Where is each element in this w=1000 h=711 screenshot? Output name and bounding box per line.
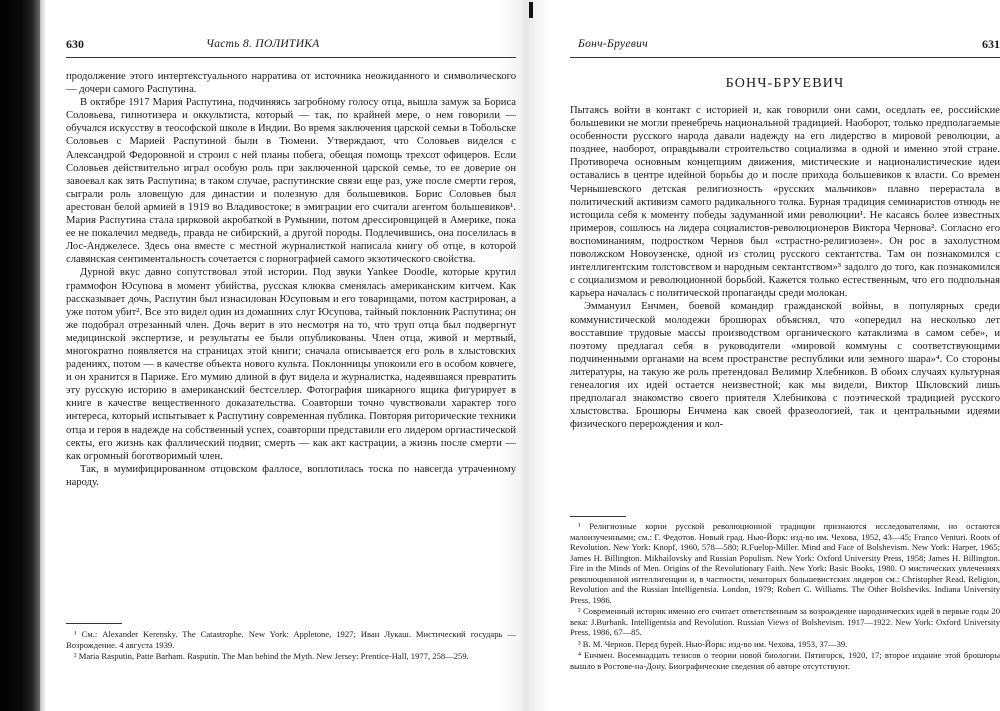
scan-dark-edge <box>0 0 40 711</box>
scan-edge-shadow <box>40 0 46 711</box>
gutter-mark <box>529 2 533 18</box>
footnote: ² Maria Rasputin, Patte Barham. Rasputin. The Man behind the Myth. New Jersey: Prentice-Hall, 1977, 258—259. <box>74 651 469 661</box>
right-page <box>570 0 1000 711</box>
left-running-head <box>66 38 516 54</box>
right-running-title: Бонч-Бруевич <box>578 38 648 50</box>
left-body-text <box>66 70 516 489</box>
left-header-rule <box>66 57 516 58</box>
right-running-head <box>570 38 1000 54</box>
left-footnote-rule <box>66 623 122 624</box>
left-paragraph: Так, в мумифицированном отцовском фаллосе, воплотилась тоска по навсегда утраченному народу. <box>66 463 516 488</box>
left-running-title: Часть 8. ПОЛИТИКА <box>206 38 320 50</box>
left-page-number: 630 <box>66 37 84 51</box>
footnote: ¹ См.: Alexander Kerensky. The Catastrophe. New York: Appletone, 1927; Иван Лукаш. Мистический государь — Возрождение. 4 августа 1939. <box>66 629 516 650</box>
footnote: ¹ Религиозные корни русской революционной традиции признаются исследователями, но остаются малоизученными; см.: Г. Федотов. Новый град. Нью-Йорк: изд-во им. Чехова, 1952, 43—45; Franco Venturi. Roots of Revolution. New York: Knopf, 1960, 578—580; R.Fuelop-Miller. Mind and Face of Bolshevism. New York: Harper, 1965; James H. Billington. Mikhailovsky and Russian Populism. New York: Oxford University Press, 1958; James H. Billington. Fire in the Minds of Men. Origins of the Revolutionary Faith. New York: Basic Books, 1980. О мистических увлечениях революционной интеллигенции и, в частности, некоторых большевистских лидеров см.: Christopher Read. Religion, Revolution and the Russian Intelligentsia. London, 1979; Robert C. Williams. The Other Bolsheviks. Indiana University Press, 1986. <box>570 521 1000 605</box>
right-footnote-rule <box>570 516 626 517</box>
left-paragraph: продолжение этого интертекстуального нарратива от источника неожиданного и символического — дочери самого Распутина. <box>66 71 516 96</box>
left-footnotes <box>66 629 516 663</box>
right-footnotes <box>570 521 1000 672</box>
right-paragraph: Эммануил Енчмен, боевой командир гражданской войны, в популярных среди коммунистической молодежи брошюрах объяснял, что «опередил на несколько лет восставшие трудовые массы производством органического катаклизма в самом себе», и поэтому предлагал себя в руководители «мировой коммуны с соответствующими подчиненными органами на всем пространстве республики или земного шара»⁴. Со стороны литературы, на такую же роль претендовал Велимир Хлебников. В обоих случаях культурная генеалогия их идей остается неизвестной; как мы видели, Виктор Шкловский лишь предполагал знакомство своего приятеля Хлебникова с поэтической традицией русского хлыстовства. Брошюры Енчмена как своей фразеологией, так и центральными идеями физического перерождения и кол- <box>570 301 1000 431</box>
footnote: ³ В. М. Чернов. Перед бурей. Нью-Йорк: изд-во им. Чехова, 1953, 37—39. <box>578 638 848 649</box>
left-paragraph: В октябре 1917 Мария Распутина, подчиняясь загробному голосу отца, вышла замуж за Бориса Соловьева, гипнотизера и оккультиста, который — так, по крайней мере, о нем говорили — обучался искусству в теософской школе в Индии. Во время заключения царской семьи в Тобольске Соловьев с Марией Распутиной были в Тюмени. Утверждают, что Соловьев виделся с Александрой Федоровной и строил с ней планы побега, обещая помощь трехсот офицеров. Если Соловьев действительно играл особую роль при заключенной царской семье, то ее доверие он завоевал как зять Распутина; в таком случае, распутинские связи еще раз, уже после смерти героя, сыграли роль зловещую для династии и полезную для большевиков. Борис Соловьев был арестован белой армией в 1919 во Владивостоке; в эмиграции его считали агентом большевиков¹. Мария Распутина стала цирковой акробаткой в Румынии, потом дрессировщицей в Америке, пока ее не покалечил медведь, правда не сибирский, а другой породы. Подлечившись, она поселилась в Лос-Анджелесе. Здесь она вместе с местной журналисткой написала книгу об отце, в которой славянская сентиментальность сочетается с порнографией самого экзотического свойства. <box>66 97 516 266</box>
right-body-text <box>570 104 1000 431</box>
right-header-rule <box>570 57 1000 58</box>
right-paragraph: Пытаясь войти в контакт с историей и, как говорили они сами, оседлать ее, российские большевики не могли пренебречь национальной традицией. Наоборот, только предполагаемые особенности русского народа давали надежду на его лидерство в мировой революции, а позднее, наоборот, оправдывали строительство социализма в одной и именно этой стране. Противореча основным концепциям движения, мистические и националистические идеи оставались в центре идейной борьбы до и после прихода большевиков к власти. Со времен Чернышевского детская религиозность «русских мальчиков» плавно перерастала в политический активизм самого радикального толка. Бурная традиция семинаристов отнюдь не истощила себя к моменту победы задуманной ими революции¹. Не касаясь более известных примеров, сошлюсь на лидера социалистов-революционеров Виктора Чернова². Согласно его воспоминаниям, подростком Чернов был «страстно-религиозен». Он рос в захолустном поволжском Новоузенске, одной из столиц русского сектантства. Там он познакомился с интеллигентским толстовством и народным сектантством»³ задолго до того, как познакомился с социализмом и революционной борьбой. Кажется только естественным, что его подпольная карьера началась с политической пропаганды среди молокан. <box>570 105 1000 300</box>
left-page <box>66 0 516 711</box>
right-page-number: 631 <box>982 37 1000 51</box>
chapter-title: БОНЧ-БРУЕВИЧ <box>725 76 845 91</box>
left-paragraph: Дурной вкус давно сопутствовал этой истории. Под звуки Yankee Doodle, которые крутил граммофон Юсупова в момент убийства, русская клюква сменялась американским китчем. Как рассказывает дочь, Распутин был изнасилован Юсуповым и его товарищами, потом кастрирован, а уже потом убит². Все это видел один из домашних слуг Юсупова, тайный поклонник Распутина; он же подобрал отрезанный член. Дочь верит в это несмотря на то, что труп отца был подвергнут медицинской экспертизе, и результаты ее были опубликованы. Член отца, живой и мертвый, многократно появляется на страницах этой книги; сначала описывается его роль в хлыстовских радениях, потом — в качестве объекта нового культа. Поклонницы упокоили его в особом ковчеге, и он хранится в Париже. Его мумию длиной в фут видела и журналистка, надеявшаяся превратить эту русскую историю в американский бестселлер. Фотография шикарного ящика фигурирует в книге в качестве вещественного доказательства. Соавторши точно чувствовали характер того интереса, который испытывает к Распутину современная публика. Повторяя риторические техники отца и героя в надежде на собственный успех, соавторши представили его лидером оргиастической секты, его жизнь как фаллический подвиг, смерть — как акт кастрации, а жизнь после смерти — как огромный боготворимый член. <box>66 267 516 462</box>
footnote: ⁴ Енчмен. Восемнадцать тезисов о теории новой биологии. Пятигорск, 1920, 17; второе издание этой брошюры вышло в Ростове-на-Дону. Биографические сведения об авторе отсутствуют. <box>570 650 1000 671</box>
footnote: ² Современный историк именно его считает ответственным за возрождение народнических идей в первые годы 20 века: J.Burbank. Intelligentsia and Revolution. Russian Views of Bolshevism. 1917—1922. New York: Oxford University Press, 1986, 67—85. <box>570 606 1000 637</box>
